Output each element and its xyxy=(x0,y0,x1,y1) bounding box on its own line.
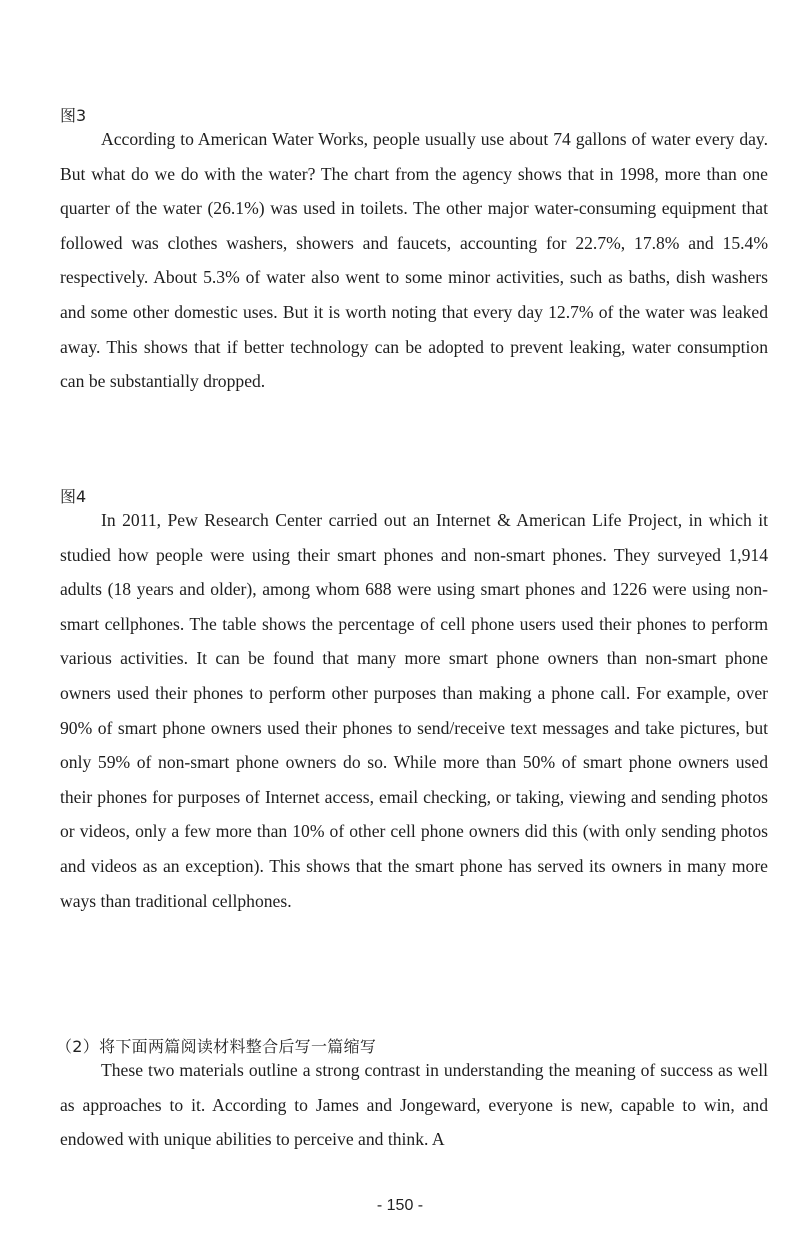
figure-4-paragraph: In 2011, Pew Research Center carried out an Internet & American Life Project, in which it studied how people were using their smart phones and non-smart phones. They surveyed 1,914 adults (18 years and older), among whom 688 were using smart phones and 1226 were using non-smart cellphones. The table shows the percentage of cell phone users used their phones to perform various activities. It can be found that many more smart phone owners than non-smart phone owners used their phones to perform other purposes than making a phone call. For example, over 90% of smart phone owners used their phones to send/receive text messages and take pictures, but only 59% of non-smart phone owners do so. While more than 50% of smart phone owners used their phones for purposes of Internet access, email checking, or taking, viewing and sending photos or videos, only a few more than 10% of other cell phone owners did this (with only sending photos and videos as an exception). This shows that the smart phone has served its owners in many more ways than traditional cellphones. xyxy=(60,510,768,911)
section-2-heading: （2）将下面两篇阅读材料整合后写一篇缩写 xyxy=(56,1037,377,1056)
page-number: - 150 - xyxy=(376,1197,424,1214)
figure-3-label: 图3 xyxy=(60,106,87,125)
figure-3-paragraph: According to American Water Works, people usually use about 74 gallons of water every day. But what do we do with the water? The chart from the agency shows that in 1998, more than one quarter of the water (26.1%) was used in toilets. The other major water-consuming equipment that followed was clothes washers, showers and faucets, accounting for 22.7%, 17.8% and 15.4% respectively. About 5.3% of water also went to some minor activities, such as baths, dish washers and some other domestic uses. But it is worth noting that every day 12.7% of the water was leaked away. This shows that if better technology can be adopted to prevent leaking, water consumption can be substantially dropped. xyxy=(60,129,768,392)
figure-4-label: 图4 xyxy=(60,487,87,506)
section-2-paragraph: These two materials outline a strong contrast in understanding the meaning of success as well as approaches to it. According to James and Jongeward, everyone is new, capable to win, and endowed with unique abilities to perceive and think. A xyxy=(60,1060,768,1150)
